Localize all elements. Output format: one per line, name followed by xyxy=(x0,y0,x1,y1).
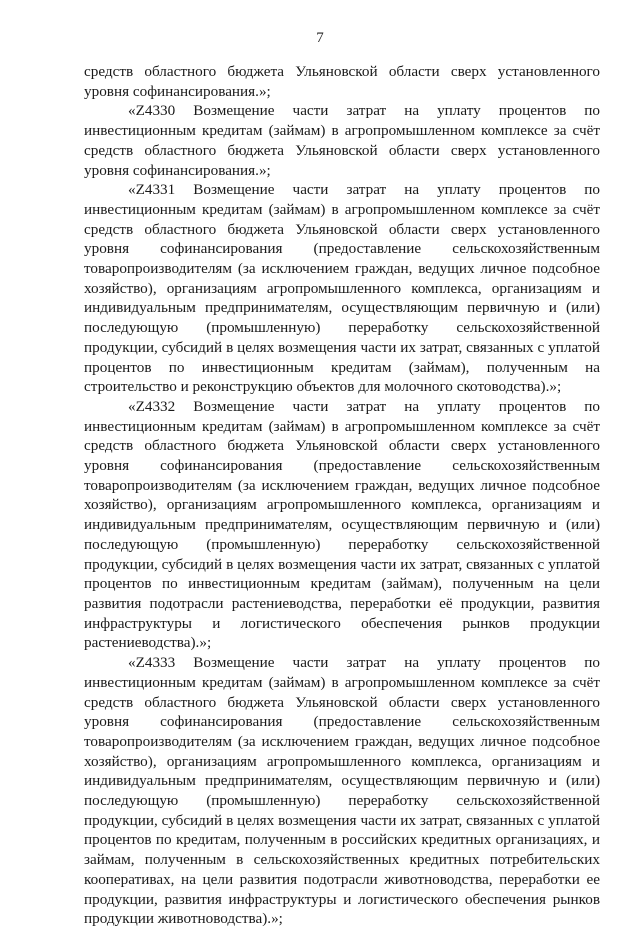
paragraph-z4330: «Z4330 Возмещение части затрат на уплату процентов по инвестиционным кредитам (займам) в агропромышленном комплексе за счёт средств областного бюджета Ульяновской области сверх установленного уровня софинансирования.»; xyxy=(84,102,600,179)
paragraph-continuation: средств областного бюджета Ульяновской области сверх установленного уровня софинансирования.»; xyxy=(84,63,600,100)
paragraph-z4333: «Z4333 Возмещение части затрат на уплату процентов по инвестиционным кредитам (займам) в агропромышленном комплексе за счёт средств областного бюджета Ульяновской области сверх установленного уровня софинансирования (предоставление сельскохозяйственным товаропроизводителям (за исключением граждан, ведущих личное подсобное хозяйство), организациям агропромышленного комплекса, организациям и индивидуальным предпринимателям, осуществляющим первичную и (или) последующую (промышленную) переработку сельскохозяйственной продукции, субсидий в целях возмещения части их затрат, связанных с уплатой процентов по кредитам, полученным в российских кредитных организациях, и займам, полученным в сельскохозяйственных кредитных потребительских кооперативах, на цели развития подотрасли животноводства, переработки ее продукции, развития инфраструктуры и логистического обеспечения рынков продукции животноводства).»; xyxy=(84,654,600,928)
page-number: 7 xyxy=(316,30,324,46)
document-body xyxy=(84,62,600,929)
paragraph-z4331: «Z4331 Возмещение части затрат на уплату процентов по инвестиционным кредитам (займам) в агропромышленном комплексе за счёт средств областного бюджета Ульяновской области сверх установленного уровня софинансирования (предоставление сельскохозяйственным товаропроизводителям (за исключением граждан, ведущих личное подсобное хозяйство), организациям агропромышленного комплекса, организациям и индивидуальным предпринимателям, осуществляющим первичную и (или) последующую (промышленную) переработку сельскохозяйственной продукции, субсидий в целях возмещения части их затрат, связанных с уплатой процентов по инвестиционным кредитам (займам), полученным на строительство и реконструкцию объектов для молочного скотоводства).»; xyxy=(84,181,600,396)
paragraph-z4332: «Z4332 Возмещение части затрат на уплату процентов по инвестиционным кредитам (займам) в агропромышленном комплексе за счёт средств областного бюджета Ульяновской области сверх установленного уровня софинансирования (предоставление сельскохозяйственным товаропроизводителям (за исключением граждан, ведущих личное подсобное хозяйство), организациям агропромышленного комплекса, организациям и индивидуальным предпринимателям, осуществляющим первичную и (или) последующую (промышленную) переработку сельскохозяйственной продукции, субсидий в целях возмещения части их затрат, связанных с уплатой процентов по инвестиционным кредитам (займам), полученным на цели развития подотрасли растениеводства, переработки её продукции, развития инфраструктуры и логистического обеспечения рынков продукции растениеводства).»; xyxy=(84,397,600,652)
